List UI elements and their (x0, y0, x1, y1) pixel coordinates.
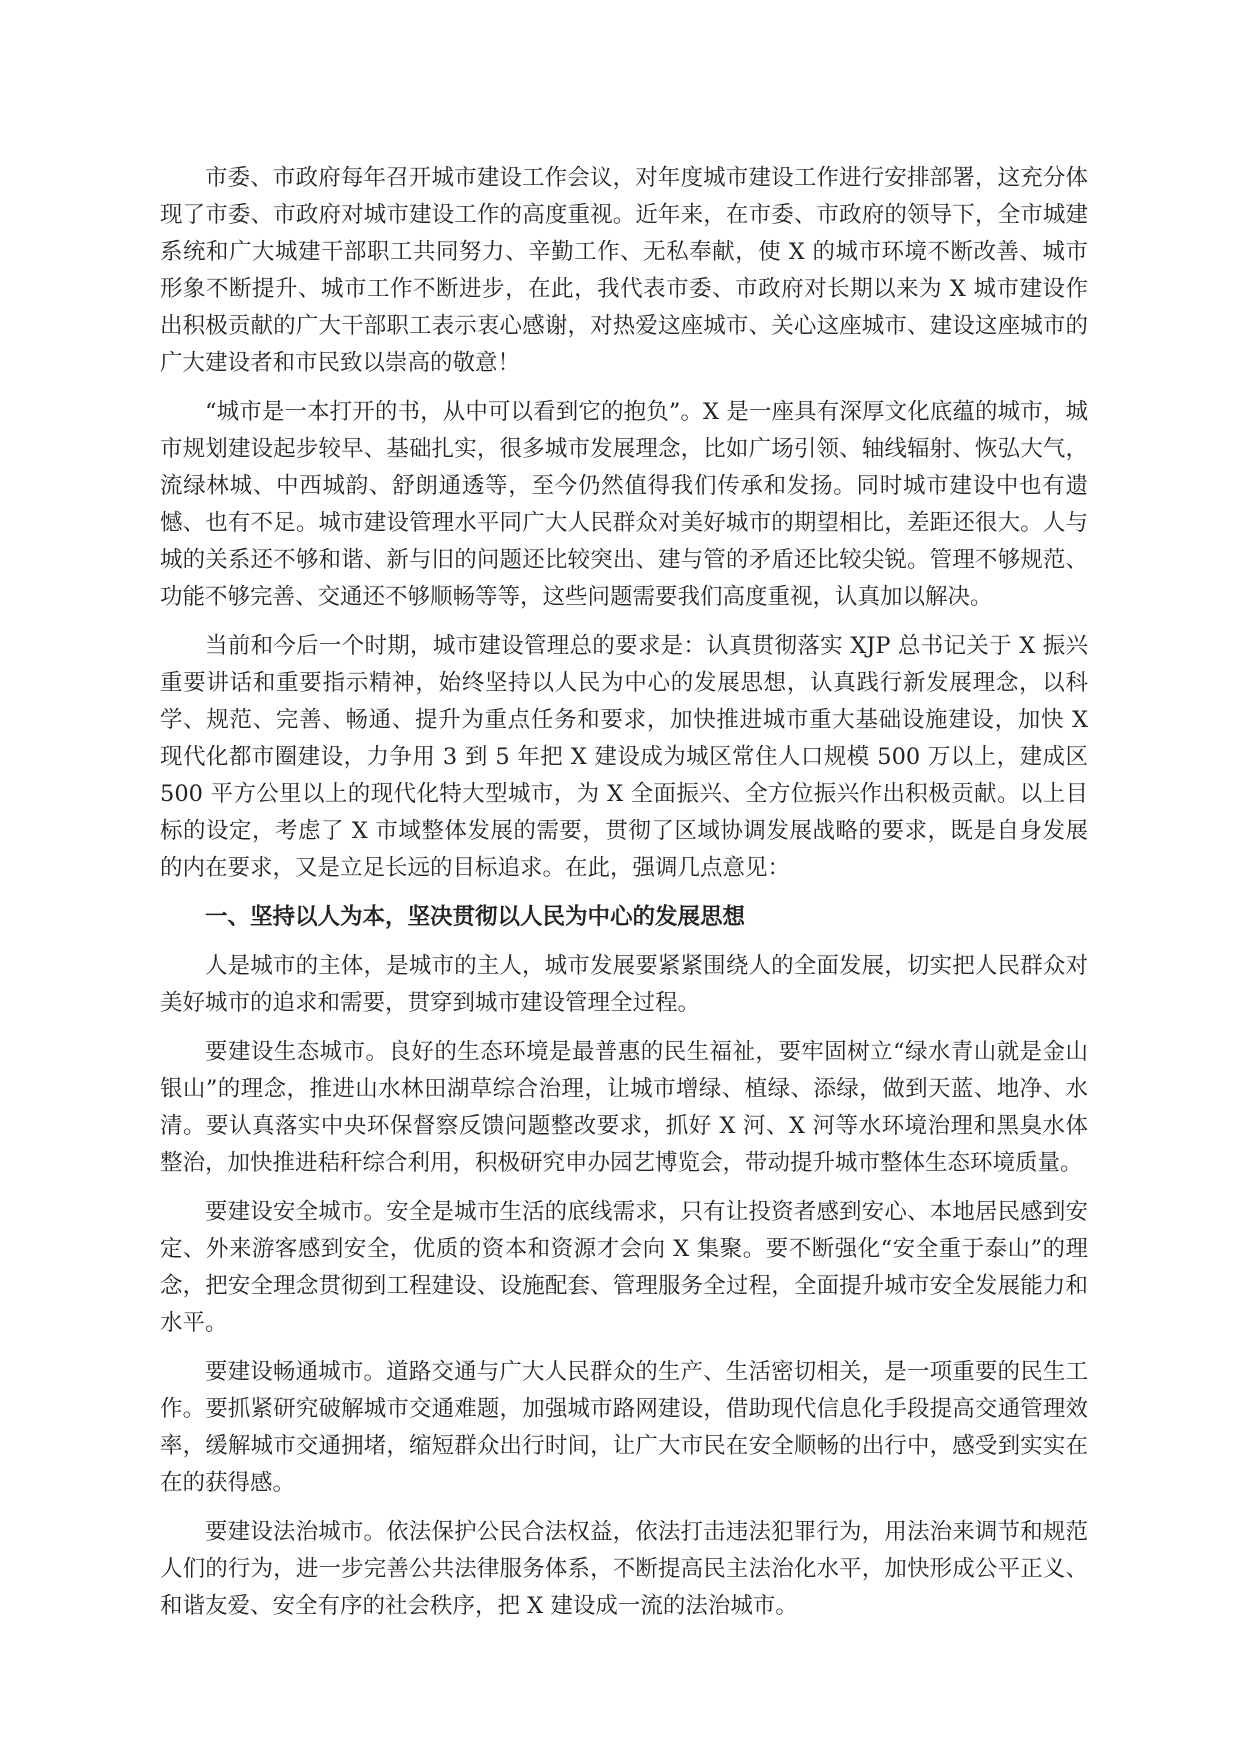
paragraph-safe-city: 要建设安全城市。安全是城市生活的底线需求，只有让投资者感到安心、本地居民感到安定、外来游客感到安全，优质的资本和资源才会向 X 集聚。要不断强化“安全重于泰山”的理念，把安全理念贯彻到工程建设、设施配套、管理服务全过程，全面提升城市安全发展能力和水平。 (160, 1199, 1088, 1336)
paragraph-smooth-city: 要建设畅通城市。道路交通与广大人民群众的生产、生活密切相关，是一项重要的民生工作。要抓紧研究破解城市交通难题，加强城市路网建设，借助现代信息化手段提高交通管理效率，缓解城市交通拥堵，缩短群众出行时间，让广大市民在安全顺畅的出行中，感受到实实在在的获得感。 (160, 1359, 1088, 1496)
paragraph-rule-of-law-city: 要建设法治城市。依法保护公民合法权益，依法打击违法犯罪行为，用法治来调节和规范人们的行为，进一步完善公共法律服务体系，不断提高民主法治化水平，加快形成公平正义、和谐友爱、安全有序的社会秩序，把 X 建设成一流的法治城市。 (160, 1519, 1088, 1619)
paragraph-intro: 市委、市政府每年召开城市建设工作会议，对年度城市建设工作进行安排部署，这充分体现了市委、市政府对城市建设工作的高度重视。近年来，在市委、市政府的领导下，全市城建系统和广大城建干部职工共同努力、辛勤工作、无私奉献，使 X 的城市环境不断改善、城市形象不断提升、城市工作不断进步，在此，我代表市委、市政府对长期以来为 X 城市建设作出积极贡献的广大干部职工表示衷心感谢，对热爱这座城市、关心这座城市、建设这座城市的广大建设者和市民致以崇高的敬意！ (160, 165, 1088, 376)
paragraph-requirements: 当前和今后一个时期，城市建设管理总的要求是：认真贯彻落实 XJP 总书记关于 X 振兴重要讲话和重要指示精神，始终坚持以人民为中心的发展思想，认真践行新发展理念，以科学、规范、完善、畅通、提升为重点任务和要求，加快推进城市重大基础设施建设，加快 X 现代化都市圈建设，力争用 3 到 5 年把 X 建设成为城区常住人口规模 500 万以上，建成区 500 平方公里以上的现代化特大型城市，为 X 全面振兴、全方位振兴作出积极贡献。以上目标的设定，考虑了 X 市域整体发展的需要，贯彻了区域协调发展战略的要求，既是自身发展的内在要求，又是立足长远的目标追求。在此，强调几点意见： (160, 633, 1088, 881)
paragraph-people-centered: 人是城市的主体，是城市的主人，城市发展要紧紧围绕人的全面发展，切实把人民群众对美好城市的追求和需要，贯穿到城市建设管理全过程。 (160, 953, 1088, 1016)
paragraph-city-book: “城市是一本打开的书，从中可以看到它的抱负”。X 是一座具有深厚文化底蕴的城市，城市规划建设起步较早、基础扎实，很多城市发展理念，比如广场引领、轴线辐射、恢弘大气，流绿林城、中西城韵、舒朗通透等，至今仍然值得我们传承和发扬。同时城市建设中也有遗憾、也有不足。城市建设管理水平同广大人民群众对美好城市的期望相比，差距还很大。人与城的关系还不够和谐、新与旧的问题还比较突出、建与管的矛盾还比较尖锐。管理不够规范、功能不够完善、交通还不够顺畅等等，这些问题需要我们高度重视，认真加以解决。 (160, 399, 1088, 610)
section-heading-1: 一、坚持以人为本，坚决贯彻以人民为中心的发展思想 (205, 904, 746, 930)
document-body (160, 160, 1088, 1637)
paragraph-ecological-city: 要建设生态城市。良好的生态环境是最普惠的民生福祉，要牢固树立“绿水青山就是金山银山”的理念，推进山水林田湖草综合治理，让城市增绿、植绿、添绿，做到天蓝、地净、水清。要认真落实中央环保督察反馈问题整改要求，抓好 X 河、X 河等水环境治理和黑臭水体整治，加快推进秸秆综合利用，积极研究申办园艺博览会，带动提升城市整体生态环境质量。 (160, 1039, 1088, 1176)
